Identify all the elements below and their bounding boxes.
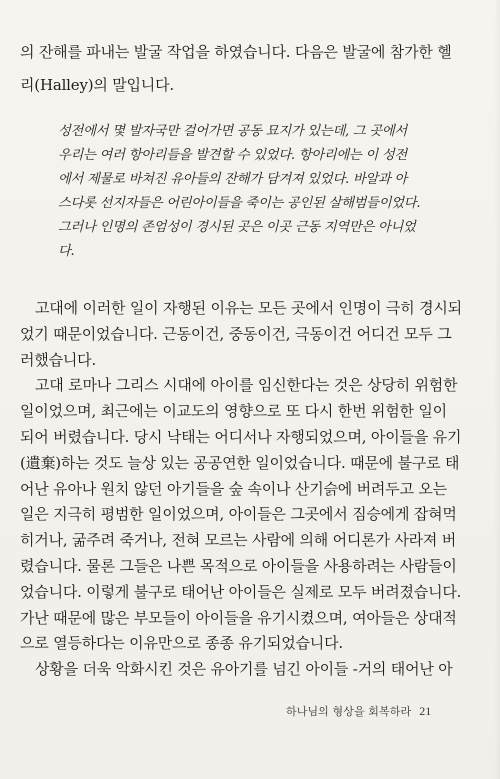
block-quote bbox=[58, 120, 448, 264]
quote-line: 다. bbox=[58, 244, 75, 259]
body-line: 일은 지극히 평범한 일이었으며, 아이들은 그곳에서 짐승에게 잡혀먹 bbox=[20, 505, 457, 524]
quote-line: 에서 제물로 바쳐진 유아들의 잔해가 담겨져 있었다. 바알과 아 bbox=[58, 172, 407, 187]
body-line: 고대 로마나 그리스 시대에 아이를 임신한다는 것은 상당히 위험한 bbox=[35, 376, 458, 395]
body-line: 히거나, 굶주려 죽거나, 전혀 모르는 사람에 의해 어디론가 사라져 버 bbox=[20, 531, 457, 550]
body-line: 어난 유아나 원치 않던 아기들을 숲 속이나 산기슭에 버려두고 오는 bbox=[20, 479, 447, 498]
intro-paragraph bbox=[20, 36, 472, 102]
body-text bbox=[20, 296, 472, 683]
page-number: 21 bbox=[419, 704, 432, 718]
body-line: 일이었으며, 최근에는 이교도의 영향으로 또 다시 한번 위험한 일이 bbox=[20, 402, 447, 421]
body-line: 렸습니다. 물론 그들은 나쁜 목적으로 아이들을 사용하려는 사람들이 bbox=[20, 556, 457, 575]
intro-line: 리(Halley)의 말입니다. bbox=[20, 76, 174, 94]
page-edge-shadow bbox=[494, 0, 500, 779]
body-line: 러했습니다. bbox=[20, 350, 97, 369]
quote-line: 스다롯 선지자들은 어린아이들을 죽이는 공인된 살해범들이었다. bbox=[58, 196, 421, 211]
book-title: 하나님의 형상을 회복하라 bbox=[286, 705, 412, 718]
body-line: 가난 때문에 많은 부모들이 아이들을 유기시켰으며, 여아들은 상대적 bbox=[20, 608, 457, 627]
intro-line: 의 잔해를 파내는 발굴 작업을 하였습니다. 다음은 발굴에 참가한 헬 bbox=[20, 43, 452, 61]
body-line: 었습니다. 이렇게 불구로 태어난 아이들은 실제로 모두 버려졌습니다. bbox=[20, 582, 462, 601]
body-line: 고대에 이러한 일이 자행된 이유는 모든 곳에서 인명이 극히 경시되 bbox=[35, 299, 462, 317]
quote-line: 그러나 인명의 존엄성이 경시된 곳은 이곳 근동 지역만은 아니었 bbox=[58, 220, 416, 235]
body-line: 으로 열등하다는 이유만으로 종종 유기되었습니다. bbox=[20, 634, 343, 653]
body-line: 었기 때문이었습니다. 근동이건, 중동이건, 극동이건 어디건 모두 그 bbox=[20, 324, 452, 343]
quote-line: 성전에서 몇 발자국만 걸어가면 공동 묘지가 있는데, 그 곳에서 bbox=[58, 124, 407, 139]
quote-line: 우리는 여러 항아리들을 발견할 수 있었다. 항아리에는 이 성전 bbox=[58, 148, 407, 163]
body-line: 상황을 더욱 악화시킨 것은 유아기를 넘긴 아이들 -거의 태어난 아 bbox=[35, 660, 453, 679]
body-line: 되어 버렸습니다. 당시 낙태는 어디서나 자행되었으며, 아이들을 유기 bbox=[20, 427, 462, 446]
body-line: (遺棄)하는 것도 늘상 있는 공공연한 일이었습니다. 때문에 불구로 태 bbox=[20, 453, 460, 472]
running-footer bbox=[286, 703, 431, 719]
